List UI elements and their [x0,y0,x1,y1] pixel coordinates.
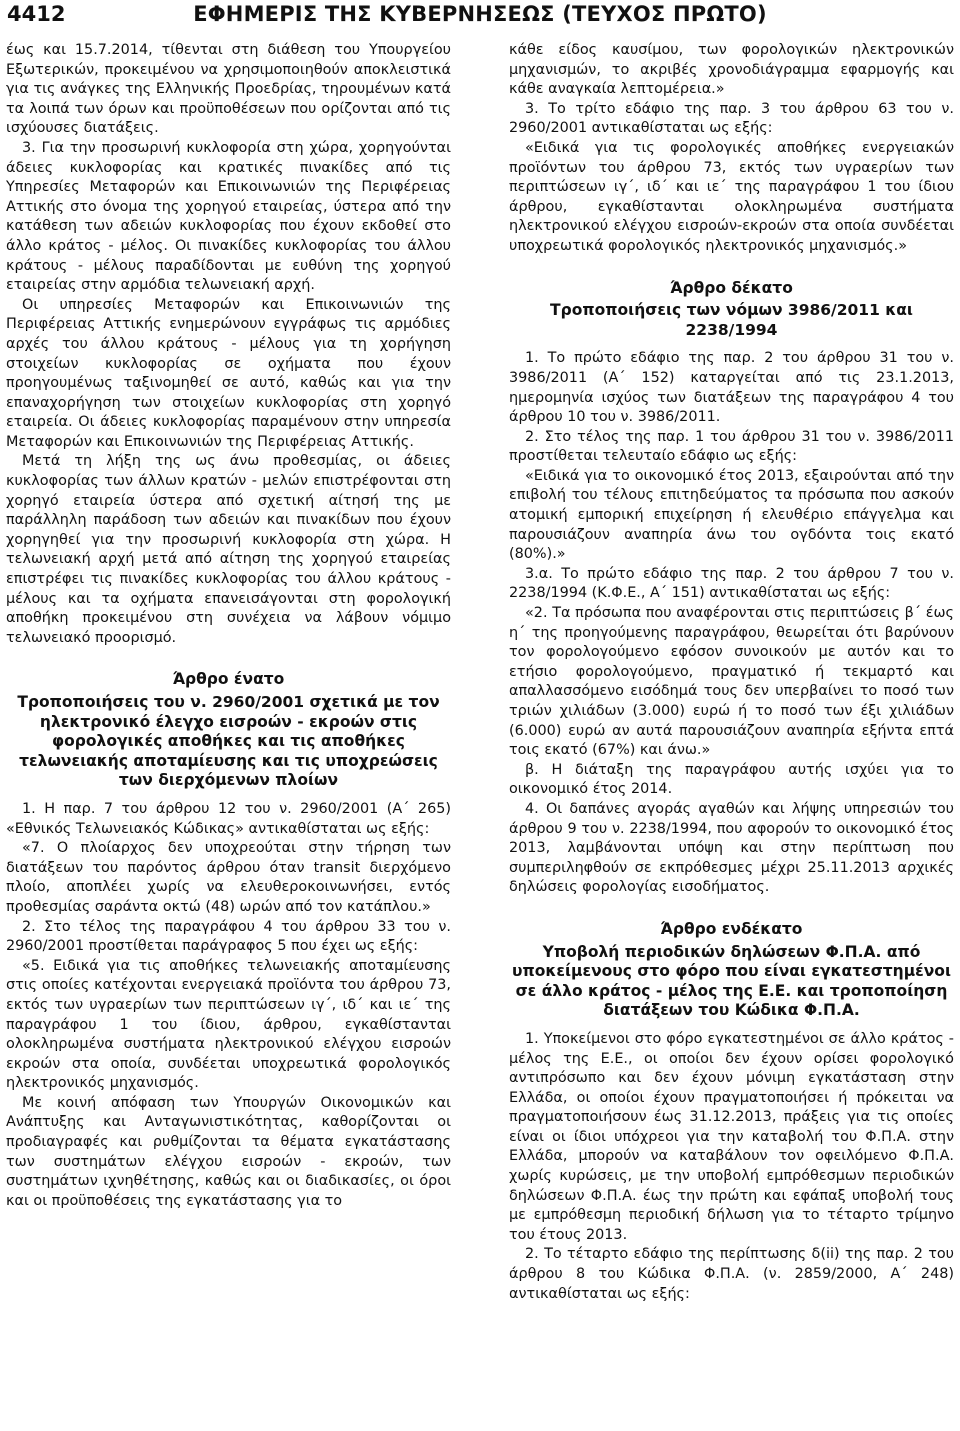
article-heading: Υποβολή περιοδικών δηλώσεων Φ.Π.Α. από υποκείμενους στο φόρο που είναι εγκατεστημένοι σε άλλο κράτος - μέλος της Ε.Ε. και τροποποίηση διατάξεων του Κώδικα Φ.Π.Α. [512,942,951,1020]
paragraph: Οι υπηρεσίες Μεταφορών και Επικοινωνιών της Περιφέρειας Αττικής ενημερώνουν εγγράφως τις αρμόδιες αρχές του άλλου κράτους - μέλους για τη χορήγηση στοιχείων κυκλοφορίας σε οχήματα που έχουν προηγουμένως ταξινομηθεί σε αυτό, καθώς και για την επαναχορήγηση των στοιχείων κυκλοφορίας στη χορηγό εταιρεία. Οι άδειες κυκλοφορίας παραμένουν στην υπηρεσία Μεταφορών και Επικοινωνιών της Περιφέρειας Αττικής. [6,296,451,450]
paragraph: «2. Τα πρόσωπα που αναφέρονται στις περιπτώσεις β΄ έως η΄ της προηγούμενης παραγράφου, θεωρείται ότι βαρύνουν τον φορολογούμενο εφόσον συνοικούν με αυτόν και το ετήσιο φορολογούμενο, πραγματικό ή τεκμαρτό και απαλλασσόμενο εισόδημά τους δεν υπερβαίνει το ποσό των τριών χιλιάδων (3.000) ευρώ ή το ποσό των έξι χιλιάδων (6.000) ευρώ αν αυτά παρουσιάζουν αναπηρία εξήντα επτά τοις εκατό (67%) και άνω.» [509,605,954,759]
paragraph: έως και 15.7.2014, τίθενται στη διάθεση του Υπουργείου Εξωτερικών, προκειμένου να χρησιμοποιηθούν αποκλειστικά για τις ανάγκες της Ελληνικής Προεδρίας, τηρουμένων κατά τα λοιπά των όρων και προϋποθέσεων που ορίζονται από τις ισχύουσες διατάξεις. [6,42,451,137]
article-title: Άρθρο δέκατο [670,278,793,297]
paragraph: «Ειδικά για τις φορολογικές αποθήκες ενεργειακών προϊόντων του άρθρου 73, εκτός των υγραερίων των περιπτώσεων ιγ΄, ιδ΄ και ιε΄ της παραγράφου 1 του ίδιου άρθρου, εγκαθίστανται ολοκληρωμένα συστήματα ηλεκτρονικού ελέγχου εισροών-εκροών στα οποία συνδέεται υποχρεωτικά φορολογικός ηλεκτρονικός μηχανισμός.» [509,139,954,254]
paragraph: «5. Ειδικά για τις αποθήκες τελωνειακής αποταμίευσης στις οποίες κατέχονται ενεργειακά προϊόντα του άρθρου 73, εκτός των υγραερίων των περιπτώσεων ιγ΄, ιδ΄ και ιε΄ της παραγράφου 1 του ίδιου, άρθρου, εγκαθίστανται ολοκληρωμένα συστήματα ηλεκτρονικού ελέγχου εισροών εκροών στα οποία, συνδέεται υποχρεωτικά φορολογικός ηλεκτρονικός μηχανισμός. [6,957,451,1092]
article-title: Άρθρο ενδέκατο [660,919,803,938]
paragraph: β. Η διάταξη της παραγράφου αυτής ισχύει για το οικονομικό έτος 2014. [509,761,954,798]
paragraph: «Ειδικά για το οικονομικό έτος 2013, εξαιρούνται από την επιβολή του τέλους επιτηδεύματος τα πρόσωπα που ασκούν ατομική εμπορική επιχείρηση ή ελευθέριο επάγγελμα και παρουσιάζουν αναπηρία άνω του ογδόντα τοις εκατό (80%).» [509,467,954,563]
gazette-title: ΕΦΗΜΕΡΙΣ ΤΗΣ ΚΥΒΕΡΝΗΣΕΩΣ (ΤΕΥΧΟΣ ΠΡΩΤΟ) [193,2,767,26]
paragraph: 3. Για την προσωρινή κυκλοφορία στη χώρα, χορηγούνται άδειες κυκλοφορίας και κρατικές πινακίδες από τις Υπηρεσίες Μεταφορών και Επικοινωνιών της Περιφέρειας Αττικής στο όνομα της χορηγού εταιρείας, ύστερα από την κατάθεση των αδειών κυκλοφορίας που έχουν εκδοθεί στο άλλο κράτος - μέλος. Οι πινακίδες κυκλοφορίας του άλλου κράτους - μέλους παραδίδονται με ευθύνη της χορηγού εταιρείας στην αρμόδια τελωνειακή αρχή. [6,139,451,294]
paragraph: κάθε είδος καυσίμου, των φορολογικών ηλεκτρονικών μηχανισμών, το ακριβές χρονοδιάγραμμα εφαρμογής και κάθε αναγκαία λεπτομέρεια.» [509,42,954,98]
article-heading: Τροποποιήσεις των νόμων 3986/2011 και 2238/1994 [550,301,913,339]
article-title: Άρθρο ένατο [172,670,285,689]
page-header [0,0,960,40]
paragraph: 3. Το τρίτο εδάφιο της παρ. 3 του άρθρου 63 του ν. 2960/2001 αντικαθίσταται ως εξής: [509,100,954,137]
paragraph: 1. Η παρ. 7 του άρθρου 12 του ν. 2960/2001 (Α΄ 265) «Εθνικός Τελωνειακός Κώδικας» αντικαθίσταται ως εξής: [6,800,451,837]
paragraph: Με κοινή απόφαση των Υπουργών Οικονομικών και Ανάπτυξης και Ανταγωνιστικότητας, καθορίζονται οι προδιαγραφές και ρυθμίζονται τα θέματα εγκατάστασης των συστημάτων ελέγχου εισροών - εκροών, των συστημάτων ιχνηθέτησης, καθώς και οι διαδικασίες, οι όροι και οι προϋποθέσεις της εγκατάστασης για το [6,1094,451,1209]
page-number: 4412 [7,2,66,26]
paragraph: 1. Υποκείμενοι στο φόρο εγκατεστημένοι σε άλλο κράτος - μέλος της Ε.Ε., οι οποίοι δεν έχουν ορίσει φορολογικό αντιπρόσωπο και δεν έχουν μόνιμη εγκατάσταση στην Ελλάδα, οι οποίοι έχουν πραγματοποιήσει ή πρόκειται να πραγματοποιήσουν έως 31.12.2013, πράξεις για τις οποίες είναι οι ίδιοι υπόχρεοι για την καταβολή του Φ.Π.Α. στην Ελλάδα, μπορούν να καταβάλουν τον οφειλόμενο Φ.Π.Α. χωρίς κυρώσεις, με την υποβολή εμπρόθεσμων περιοδικών δηλώσεων Φ.Π.Α. έως την πρώτη και εφάπαξ υποβολή τους με εμπρόθεσμη περιοδική δήλωση για το τέταρτο τρίμηνο του έτους 2013. [509,1030,954,1243]
paragraph: 2. Στο τέλος της παρ. 1 του άρθρου 31 του ν. 3986/2011 προστίθεται τελευταίο εδάφιο ως εξής: [509,428,954,465]
article-heading: Τροποποιήσεις του ν. 2960/2001 σχετικά με τον ηλεκτρονικό έλεγχο εισροών - εκροών στις φορολογικές αποθήκες και τις αποθήκες τελωνειακής αποταμίευσης και τις υποχρεώσεις των διερχόμενων πλοίων [17,693,440,790]
paragraph: 2. Το τέταρτο εδάφιο της περίπτωσης δ(ii) της παρ. 2 του άρθρου 8 του Κώδικα Φ.Π.Α. (ν. 2859/2000, Α΄ 248) αντικαθίσταται ως εξής: [509,1246,954,1302]
paragraph: 4. Οι δαπάνες αγοράς αγαθών και λήψης υπηρεσιών του άρθρου 9 του ν. 2238/1994, που αφορούν το οικονομικό έτος 2013, λαμβάνονται υπόψη και στην περίπτωση που συμπεριληφθούν σε εκπρόθεσμες μέχρι 25.11.2013 αρχικές δηλώσεις φορολογίας εισοδήματος. [509,800,954,896]
paragraph: Μετά τη λήξη της ως άνω προθεσμίας, οι άδειες κυκλοφορίας των άλλων κρατών - μελών επιστρέφονται στη χορηγό εταιρεία ύστερα από σχετική αίτησή της με παράλληλη παράδοση των αδειών και πινακίδων που έχουν χορηγηθεί για την προσωρινή κυκλοφορία στη χώρα. Η τελωνειακή αρχή μετά από αίτηση της χορηγού εταιρείας επιστρέφει τις πινακίδες κυκλοφορίας του άλλου κράτους - μέλους και τα οχήματα επανεισάγονται στη φορολογική αποθήκη προκειμένου στη συνέχεια να λάβουν νόμιμο τελωνειακό προορισμό. [6,453,451,646]
paragraph: 2. Στο τέλος της παραγράφου 4 του άρθρου 33 του ν. 2960/2001 προστίθεται παράγραφος 5 που έχει ως εξής: [6,918,451,955]
left-column [6,41,451,1211]
paragraph: «7. Ο πλοίαρχος δεν υποχρεούται στην τήρηση των διατάξεων του παρόντος άρθρου όταν transit διερχόμενο πλοίο, αποπλέει χωρίς να ελευθεροκοινωνήσει, εντός προθεσμίας σαράντα οκτώ (48) ωρών από τον κατάπλου.» [6,840,451,915]
paragraph: 3.α. Το πρώτο εδάφιο της παρ. 2 του άρθρου 7 του ν. 2238/1994 (Κ.Φ.Ε., Α΄ 151) αντικαθίσταται ως εξής: [509,565,954,602]
right-column [509,41,954,1304]
paragraph: 1. Το πρώτο εδάφιο της παρ. 2 του άρθρου 31 του ν. 3986/2011 (Α΄ 152) καταργείται από τις 23.1.2013, ημερομηνία ισχύος των διατάξεων της παραγράφου 4 του άρθρου 10 του ν. 3986/2011. [509,350,954,426]
